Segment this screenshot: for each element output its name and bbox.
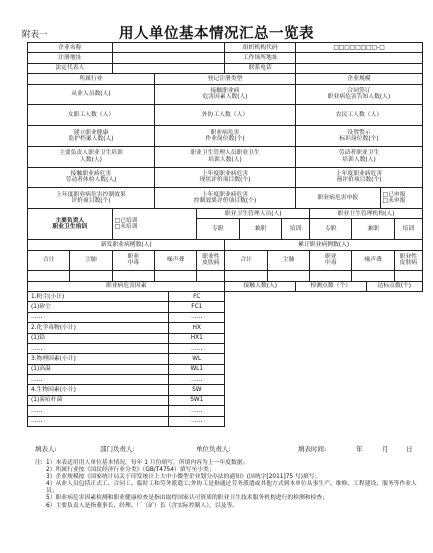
month-label: 月 — [382, 445, 389, 453]
table-cell: HX1 — [169, 334, 225, 344]
table-cell: (1)炭疽杆菌 — [28, 396, 169, 406]
table-cell: 专职 — [310, 219, 352, 240]
table-cell: □□□□□□□□-□ — [296, 43, 423, 53]
table-cell: 噪声聋 — [155, 251, 197, 272]
table-cell: 尘肺 — [70, 251, 112, 272]
note-tag: 注: — [35, 460, 43, 466]
table-cell: 工作场所地址 — [225, 53, 296, 63]
table-cell: …… — [169, 406, 225, 416]
table-cell: (1)铅 — [28, 334, 169, 344]
filler-label: 填表人: — [35, 445, 57, 453]
table-cell: 职业 中毒 — [310, 251, 352, 272]
dept-head-label: 部门负责人: — [100, 445, 135, 453]
table-cell: 职业 中毒 — [113, 251, 155, 272]
table-cell: SW — [169, 385, 225, 395]
table-cell: 累计职业病例数(人) — [225, 240, 423, 250]
table-cell: 从业人员数(人) — [28, 85, 155, 106]
table-cell-blank[interactable] — [197, 271, 225, 281]
table-cell: 企业名称 — [28, 43, 113, 53]
note-text: 4）从业人员包括正式工、合同工、临时工和劳务派遣工;外协工是指通过劳务派遣或其他方式到本单位从事生产、维修、工程建设、服务等作业人员； — [46, 481, 417, 495]
table-cell: 1.粉尘(小计) — [28, 292, 169, 302]
table-cell: 联系电话 — [225, 64, 296, 74]
table-cell: …… — [169, 313, 225, 323]
table-cell-blank[interactable] — [352, 271, 394, 281]
table-cell: 接触职业病 危害因素人数(人) — [155, 85, 296, 106]
table-cell: 主要负责人 职业卫生培训 — [28, 209, 113, 240]
table-cell: 法定代表人 — [28, 64, 113, 74]
table-cell: 上年度职业病危害 控制效果评价项目数(个) — [155, 188, 296, 209]
table-cell: 女职工人数（人） — [28, 105, 155, 126]
table-cell-blank[interactable] — [155, 271, 197, 281]
table-cell: 检测点数（个） — [296, 282, 367, 292]
table-cell: (1)矽尘 — [28, 302, 169, 312]
table-cell: 职业卫生管理人员(人) — [197, 209, 310, 219]
table-cell: HX — [169, 323, 225, 333]
table-cell-blank[interactable] — [113, 64, 226, 74]
table-cell: 登记注册类型 — [155, 74, 296, 84]
table-cell: 设置警示 标识岗位数(个) — [296, 126, 423, 147]
table-cell: 专职 — [197, 219, 239, 240]
annex-label: 附表一 — [22, 30, 48, 40]
note-text: 5）职业病危害因素检测和职业健康检查是指由取得国家认可资质的职业卫生技术服务机构进行的检测和检查； — [46, 495, 328, 502]
table-cell: 4.生物因素(小计) — [28, 385, 169, 395]
note-tag — [35, 503, 46, 510]
table-cell: 合计 — [28, 251, 70, 272]
note-tag — [35, 481, 46, 495]
notes-section — [35, 460, 423, 510]
note-tag — [35, 474, 46, 481]
table-cell: WL — [169, 354, 225, 364]
table-cell: 上年度职业病危害控制效果 评价项目数(个) — [28, 188, 155, 209]
table-cell: 接触职业病危害 劳动者体检人数(人) — [28, 168, 155, 189]
table-cell: 职业性 皮肤病 — [395, 251, 423, 272]
table-cell-blank[interactable] — [296, 64, 423, 74]
table-cell: 上年度职业病危害 预评价项目数(个) — [296, 168, 423, 189]
table-cell-blank[interactable] — [310, 271, 352, 281]
table-cell: 职业卫生管理机构(人) — [310, 209, 423, 219]
note-text: 3）企业规模按《国家统计局关于印发统计上大中小微型企业划分办法的通知》(国统字[2011]75 号)填写； — [46, 474, 321, 481]
table-cell: 外协工人数（人） — [155, 105, 296, 126]
table-cell: (1)高温 — [28, 365, 169, 375]
note-item — [35, 503, 423, 510]
year-label: 年 — [356, 445, 363, 453]
table-cell: FC1 — [169, 302, 225, 312]
table-cell-blank[interactable] — [113, 43, 226, 53]
table-cell: □已培训 □未培训 — [113, 209, 198, 240]
table-cell: SW1 — [169, 396, 225, 406]
table-cell: 3.物理因素(小计) — [28, 354, 169, 364]
table-cell: 组织机构代码 — [225, 43, 296, 53]
table-cell-blank[interactable] — [113, 271, 155, 281]
table-cell: □已申报 □未申报 — [381, 188, 423, 209]
table-cell-blank[interactable] — [395, 271, 423, 281]
form-title: 用人单位基本情况汇总一览表 — [119, 25, 314, 42]
note-text: 2）所属行业按《国民经济行业分类》（GB/T4754）填写至小类； — [46, 467, 215, 474]
info-table — [27, 42, 423, 427]
table-cell: 培训 — [395, 219, 423, 240]
table-cell-blank[interactable] — [296, 53, 423, 63]
note-text: 6）主要负责人是指董事长、经理、厂（矿）长（含实际控制人），以及等。 — [46, 502, 239, 509]
note-item — [35, 481, 423, 495]
table-cell: 注册地址 — [28, 53, 113, 63]
note-text: 1）本表适用用人单位基本情况，每年 1 月份填写，所填内容为上一年度数据； — [46, 460, 249, 466]
date-label: 填表时间: — [298, 445, 327, 453]
table-cell: 劳动者职业卫生 培训人数(人) — [296, 147, 423, 168]
table-cell: …… — [169, 375, 225, 385]
table-cell: 主要负责人职业卫生培训 人数(人) — [28, 147, 155, 168]
table-cell: 合同签订 职业病危害告知人数(人) — [296, 85, 423, 106]
table-cell-blank[interactable] — [28, 271, 70, 281]
table-cell: FC — [169, 292, 225, 302]
table-cell-blank[interactable] — [70, 271, 112, 281]
table-cell: …… — [28, 406, 169, 416]
table-cell-blank[interactable] — [113, 53, 226, 63]
table-cell: 上年度职业病危害 现状评价项目数(个) — [155, 168, 296, 189]
table-cell: 职业病危害 作业岗位数(个) — [155, 126, 296, 147]
table-cell: 兼职 — [352, 219, 394, 240]
note-tag — [35, 467, 46, 474]
table-cell-blank[interactable] — [225, 271, 267, 281]
table-cell: 2.化学毒物(小计) — [28, 323, 169, 333]
table-cell: …… — [169, 344, 225, 354]
table-cell: …… — [28, 344, 169, 354]
unit-head-label: 单位负责人: — [196, 445, 231, 453]
table-cell: …… — [28, 417, 169, 427]
table-cell: 所属行业 — [28, 74, 155, 84]
day-label: 日 — [406, 445, 413, 453]
table-cell: 接触人数(人) — [225, 282, 296, 292]
table-cell: 达标点数(个) — [367, 282, 423, 292]
table-cell: 噪声聋 — [352, 251, 394, 272]
table-cell: 职业病危害因素 — [28, 282, 225, 292]
table-cell: 职业卫生管理人员职业卫生 培训人数(人) — [155, 147, 296, 168]
table-cell: 兼职 — [240, 219, 282, 240]
table-cell: 建立职业健康 监护档案人数(人) — [28, 126, 155, 147]
table-cell: 农民工人数（人） — [296, 105, 423, 126]
table-cell: …… — [28, 375, 169, 385]
table-cell: 职业病危害申报 — [296, 188, 381, 209]
table-cell: …… — [169, 417, 225, 427]
table-cell: 合计 — [225, 251, 267, 272]
table-cell: WL1 — [169, 365, 225, 375]
table-cell: 尘肺 — [268, 251, 310, 272]
note-tag — [35, 495, 46, 502]
table-cell: 培训 — [282, 219, 310, 240]
table-cell-blank[interactable] — [268, 271, 310, 281]
table-cell: 职业性 皮肤病 — [197, 251, 225, 272]
note-item — [35, 495, 423, 502]
table-cell: …… — [28, 313, 169, 323]
table-cell: 新发职业病例数(人) — [28, 240, 225, 250]
table-cell: 企业规模 — [296, 74, 423, 84]
